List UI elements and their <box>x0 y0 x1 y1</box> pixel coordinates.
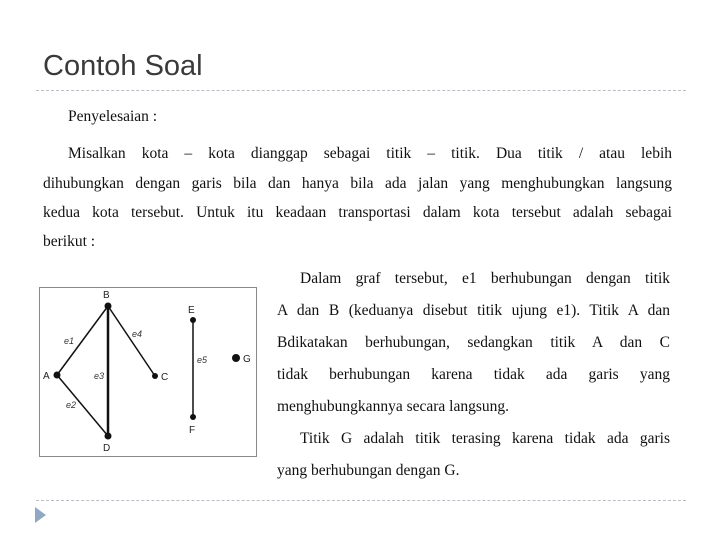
edge-label: e4 <box>132 329 143 339</box>
paragraph-line: Misalkan kota – kota dianggap sebagai titik – titik. Dua titik / atau lebih <box>68 145 672 162</box>
subheading: Penyelesaian : <box>68 108 158 125</box>
right-line: A dan B (keduanya disebut titik ujung e1). Titik A dan <box>277 302 670 319</box>
right-line: menghubungkannya secara langsung. <box>277 398 510 415</box>
vertex-label: B <box>103 290 110 301</box>
edge-label: e2 <box>66 400 77 410</box>
vertex-label: F <box>189 425 196 436</box>
right-line: Titik G adalah titik terasing karena tidak ada garis <box>300 430 670 447</box>
graph-frame <box>40 288 257 457</box>
graph-vertex <box>105 433 112 440</box>
graph-figure <box>39 287 257 457</box>
edge-label: e5 <box>197 355 208 365</box>
bullet-triangle-icon <box>35 507 46 523</box>
vertex-label: A <box>43 371 50 382</box>
paragraph-line: berikut : <box>43 233 96 250</box>
paragraph-line: dihubungkan dengan garis bila dan hanya bila ada jalan yang menghubungkan langsung <box>43 175 672 192</box>
graph-vertex <box>232 354 240 362</box>
right-line: tidak berhubungan karena tidak ada garis yang <box>277 366 670 383</box>
edge-label: e1 <box>64 336 75 346</box>
vertex-label: E <box>188 305 195 316</box>
slide-title: Contoh Soal <box>43 50 203 82</box>
edge-label: e3 <box>94 371 105 381</box>
graph-vertex <box>54 372 61 379</box>
title-divider <box>36 90 686 91</box>
footer-divider <box>36 500 686 501</box>
vertex-label: C <box>161 372 169 383</box>
right-line: yang berhubungan dengan G. <box>277 462 460 479</box>
right-line: Dalam graf tersebut, e1 berhubungan dengan titik <box>300 270 670 287</box>
graph-vertex <box>105 303 112 310</box>
vertex-label: G <box>243 354 251 365</box>
graph-vertex <box>190 317 196 323</box>
graph-vertex <box>152 373 158 379</box>
right-line: Bdikatakan berhubungan, sedangkan titik A dan C <box>277 334 670 351</box>
graph-vertex <box>190 414 196 420</box>
vertex-label: D <box>103 443 111 454</box>
paragraph-line: kedua kota tersebut. Untuk itu keadaan transportasi dalam kota tersebut adalah sebagai <box>43 204 672 221</box>
